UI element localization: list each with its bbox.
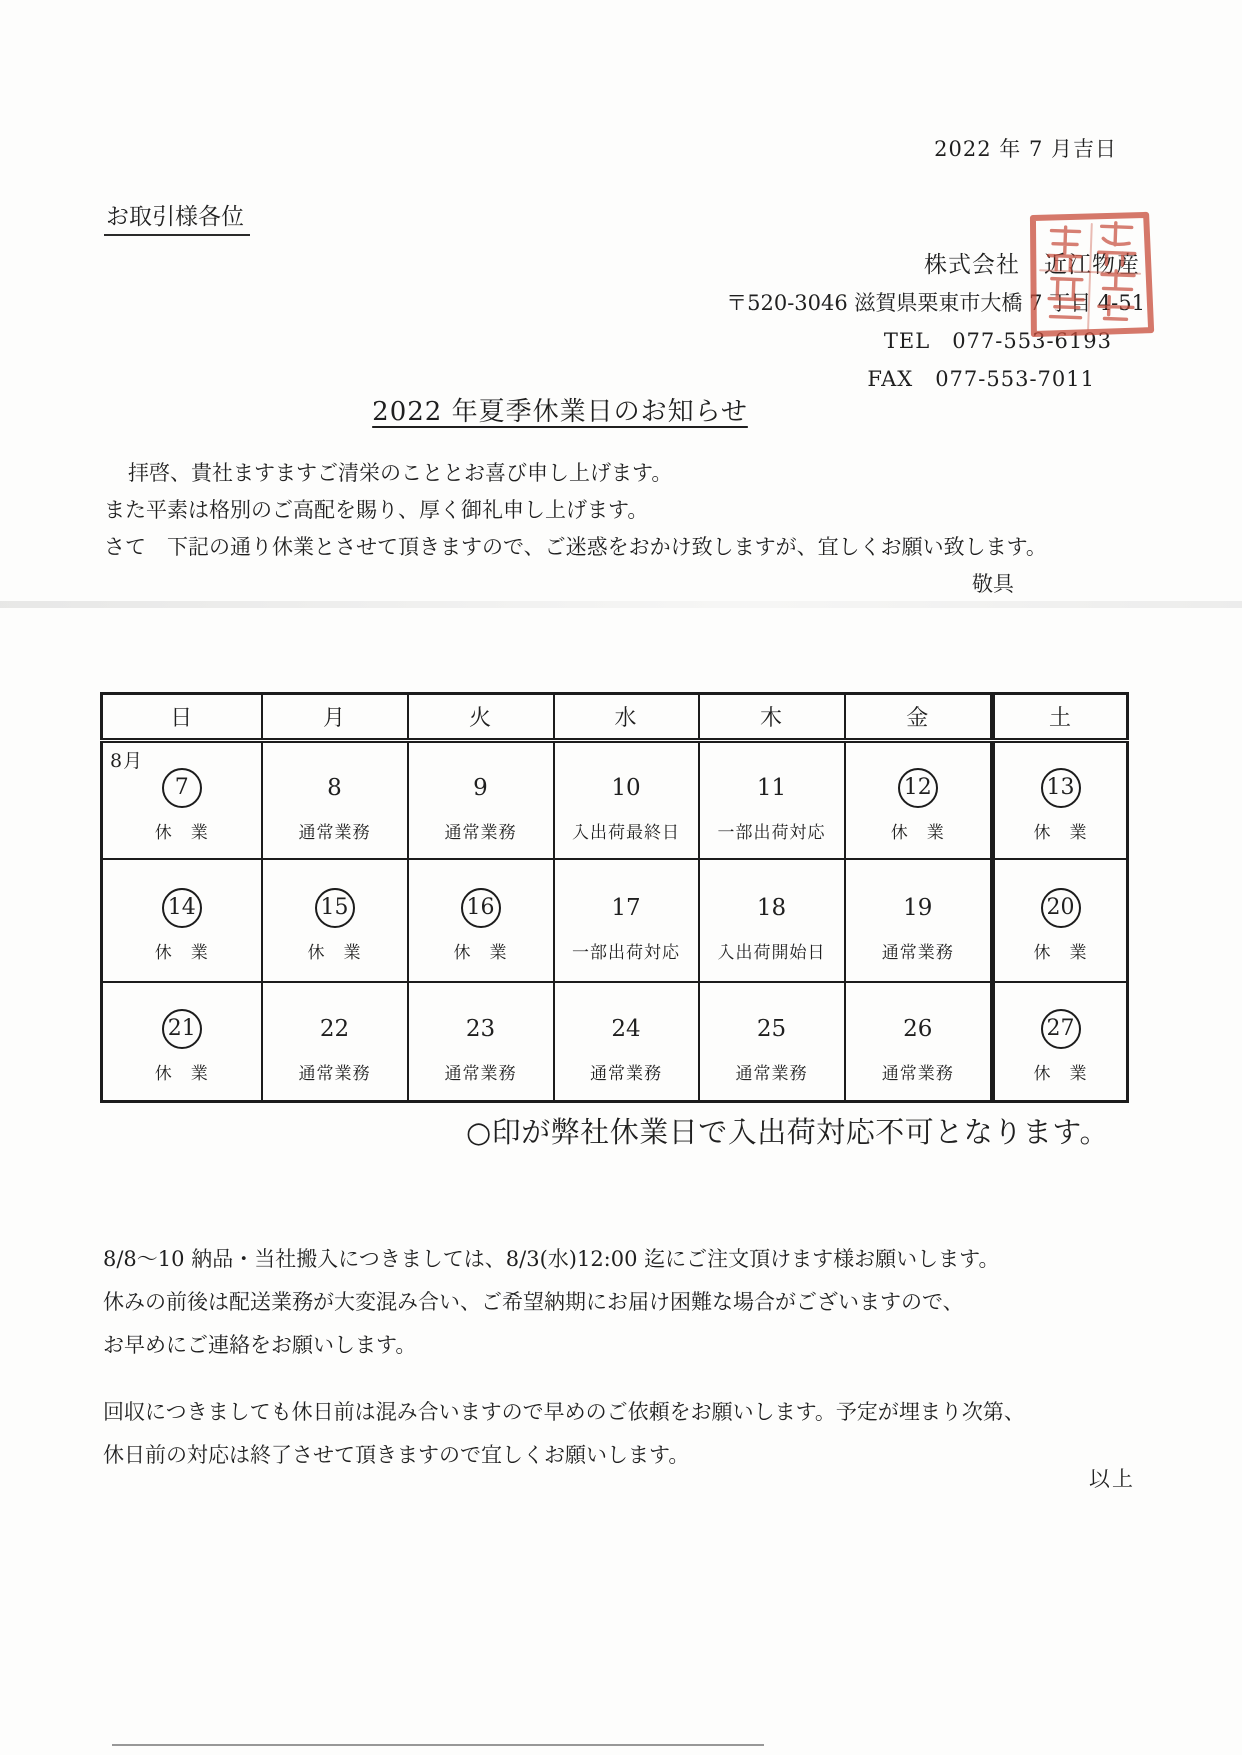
day-status-label: 一部出荷対応	[717, 822, 826, 843]
day-status-label: 通常業務	[590, 1063, 662, 1084]
day-status-label: 休 業	[1033, 942, 1088, 963]
calendar-day-cell	[102, 741, 262, 860]
calendar-day-cell	[102, 859, 262, 982]
calendar-header-row	[102, 694, 1128, 741]
calendar-weekday-header: 木	[699, 694, 845, 741]
calendar-day-cell	[408, 982, 554, 1102]
day-number: 11	[756, 774, 787, 801]
day-status-label: 一部出荷対応	[572, 942, 680, 963]
day-status-label: 休 業	[1033, 1063, 1088, 1084]
calendar-day-cell	[262, 741, 408, 860]
calendar-week-row	[102, 741, 1128, 860]
note-line: お早めにご連絡をお願いします。	[103, 1333, 417, 1357]
holiday-circle-mark: 27	[1041, 1009, 1081, 1049]
day-number: 9	[473, 774, 488, 801]
calendar-day-cell	[554, 741, 699, 860]
day-number-circled	[996, 886, 1125, 930]
calendar-week-row	[102, 982, 1128, 1102]
month-label: 8月	[110, 750, 144, 772]
scan-artifact-band	[0, 601, 1242, 608]
calendar-day-cell	[554, 982, 699, 1102]
holiday-circle-mark: 14	[162, 888, 202, 928]
day-number: 26	[903, 1015, 933, 1042]
calendar-day-cell	[554, 859, 699, 982]
calendar-weekday-header: 金	[845, 694, 993, 741]
holiday-circle-mark: 15	[315, 888, 355, 928]
calendar-weekday-header: 土	[993, 694, 1128, 741]
day-status-label: 休 業	[154, 822, 209, 843]
ijou-closing: 以上	[1089, 1467, 1135, 1491]
calendar-day-cell	[699, 741, 845, 860]
calendar-day-cell	[845, 741, 993, 860]
holiday-circle-mark: 16	[461, 888, 501, 928]
day-status-label: 通常業務	[444, 822, 517, 843]
day-status-label: 休 業	[1033, 822, 1088, 843]
day-status-label: 通常業務	[298, 822, 371, 843]
day-status-label: 休 業	[154, 1063, 209, 1084]
day-status-label: 休 業	[154, 942, 209, 963]
day-number-circled	[104, 1007, 260, 1051]
day-status-label: 通常業務	[298, 1063, 371, 1084]
day-number: 10	[611, 774, 641, 801]
greeting-line: 拝啓、貴社ますますご清栄のこととお喜び申し上げます。	[128, 461, 673, 485]
greeting-line: また平素は格別のご高配を賜り、厚く御礼申し上げます。	[104, 498, 649, 522]
calendar-day-cell	[993, 741, 1128, 860]
day-status-label: 休 業	[307, 942, 362, 963]
calendar-day-cell	[993, 982, 1128, 1102]
day-number-circled	[996, 766, 1125, 810]
day-number: 23	[465, 1015, 496, 1042]
document-title: 2022 年夏季休業日のお知らせ	[372, 397, 748, 427]
order-notes	[103, 1238, 1163, 1477]
day-status-label: 休 業	[890, 822, 945, 843]
company-name: 株式会社 近江物産	[924, 252, 1140, 278]
calendar-weekday-header: 月	[262, 694, 408, 741]
calendar-day-cell	[993, 859, 1128, 982]
calendar-weekday-header: 日	[102, 694, 262, 741]
day-number-circled	[410, 886, 552, 930]
holiday-circle-mark: 12	[898, 768, 938, 808]
calendar-day-cell	[408, 741, 554, 860]
note-line: 8/8～10 納品・当社搬入につきましては、8/3(水)12:00 迄にご注文頂けます様お願いします。	[103, 1247, 1000, 1271]
holiday-circle-mark: 13	[1041, 768, 1081, 808]
calendar-weekday-header: 火	[408, 694, 554, 741]
recipient-line: お取引様各位	[104, 198, 250, 236]
day-number-circled	[104, 886, 260, 930]
day-status-label: 入出荷開始日	[717, 942, 826, 963]
day-number: 19	[903, 894, 933, 921]
calendar-day-cell	[699, 982, 845, 1102]
greeting-line: さて 下記の通り休業とさせて頂きますので、ご迷惑をおかけ致しますが、宜しくお願い致します。	[104, 535, 1047, 559]
day-number: 24	[611, 1015, 641, 1042]
calendar-day-cell	[262, 982, 408, 1102]
company-address: 〒520-3046 滋賀県栗東市大橋 7 丁目 4-51	[726, 291, 1145, 315]
day-number: 17	[611, 894, 641, 921]
day-number: 8	[327, 774, 342, 801]
calendar-day-cell	[845, 859, 993, 982]
holiday-circle-mark: 7	[162, 768, 202, 808]
day-number-circled	[996, 1007, 1125, 1051]
holiday-circle-mark: 21	[162, 1009, 202, 1049]
day-status-label: 通常業務	[735, 1063, 808, 1084]
day-status-label: 休 業	[453, 942, 508, 963]
document-date: 2022 年 7 月吉日	[934, 137, 1117, 161]
calendar-day-cell	[699, 859, 845, 982]
company-fax: FAX 077-553-7011	[867, 367, 1095, 391]
calendar-week-row	[102, 859, 1128, 982]
greeting-paragraph	[104, 455, 1144, 603]
scan-artifact-line	[112, 1744, 764, 1746]
note-line: 休みの前後は配送業務が大変混み合い、ご希望納期にお届け困難な場合がございますので、	[103, 1290, 964, 1314]
day-number-circled	[264, 886, 406, 930]
day-number-circled	[847, 766, 990, 810]
day-status-label: 通常業務	[881, 942, 954, 963]
day-status-label: 入出荷最終日	[572, 822, 680, 843]
holiday-calendar-table	[100, 692, 1129, 1103]
holiday-circle-mark: 20	[1041, 888, 1081, 928]
company-tel: TEL 077-553-6193	[883, 329, 1112, 353]
circle-mark-note: ○印が弊社休業日で入出荷対応不可となります。	[466, 1115, 1109, 1149]
calendar-day-cell	[262, 859, 408, 982]
day-status-label: 通常業務	[881, 1063, 954, 1084]
calendar-body	[102, 741, 1128, 1102]
day-status-label: 通常業務	[444, 1063, 517, 1084]
day-number: 22	[319, 1015, 350, 1042]
hanko-seal-stamp	[1020, 206, 1163, 345]
day-number: 18	[756, 894, 787, 921]
keigu-closing: 敬具	[972, 572, 1014, 596]
day-number: 25	[756, 1015, 787, 1042]
note-line: 回収につきましても休日前は混み合いますので早めのご依頼をお願いします。予定が埋まり次第、	[103, 1400, 1025, 1424]
calendar-day-cell	[408, 859, 554, 982]
calendar-day-cell	[845, 982, 993, 1102]
note-line: 休日前の対応は終了させて頂きますので宜しくお願いします。	[103, 1443, 690, 1467]
calendar-day-cell	[102, 982, 262, 1102]
calendar-weekday-header: 水	[554, 694, 699, 741]
